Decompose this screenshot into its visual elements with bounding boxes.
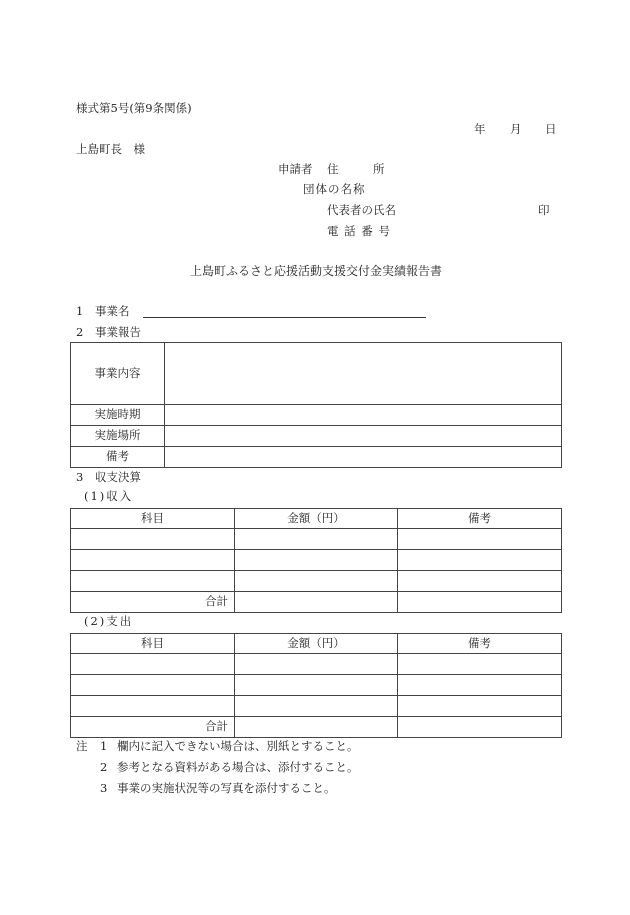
project-report-table — [70, 342, 562, 468]
expense-total-remarks-cell[interactable] — [398, 717, 562, 738]
income-label: (1)収入 — [84, 489, 134, 503]
expense-table — [70, 633, 562, 738]
note-1-number: 1 — [100, 739, 108, 753]
table-row — [71, 675, 562, 696]
income-total-label: 合計 — [71, 592, 235, 613]
period-cell[interactable] — [165, 405, 562, 426]
income-remarks-cell[interactable] — [398, 529, 562, 550]
expense-total-label: 合計 — [71, 717, 235, 738]
table-row — [71, 343, 562, 405]
expense-header-amount: 金額（円） — [235, 634, 398, 654]
seal-mark: 印 — [538, 203, 550, 217]
expense-total-amount-cell[interactable] — [235, 717, 398, 738]
date-month-label: 月 — [510, 122, 522, 136]
row-label-content: 事業内容 — [71, 343, 165, 405]
place-cell[interactable] — [165, 426, 562, 447]
expense-label: (2)支出 — [84, 614, 134, 628]
table-header-row — [71, 509, 562, 529]
phone-label: 電 話 番 号 — [327, 224, 391, 238]
table-header-row — [71, 634, 562, 654]
table-total-row — [71, 592, 562, 613]
row-label-period: 実施時期 — [71, 405, 165, 426]
note-3-text: 事業の実施状況等の写真を添付すること。 — [117, 781, 336, 795]
income-header-amount: 金額（円） — [235, 509, 398, 529]
date-year-label: 年 — [474, 122, 486, 136]
section2-label: 事業報告 — [95, 325, 141, 339]
income-total-amount-cell[interactable] — [235, 592, 398, 613]
table-row — [71, 426, 562, 447]
income-item-cell[interactable] — [71, 529, 235, 550]
content-cell[interactable] — [165, 343, 562, 405]
remarks-cell[interactable] — [165, 447, 562, 468]
table-row — [71, 571, 562, 592]
expense-header-remarks: 備考 — [398, 634, 562, 654]
expense-header-item: 科目 — [71, 634, 235, 654]
table-row — [71, 654, 562, 675]
section2-number: 2 — [76, 325, 84, 339]
row-label-place: 実施場所 — [71, 426, 165, 447]
expense-item-cell[interactable] — [71, 675, 235, 696]
address-label: 住 所 — [327, 162, 385, 176]
table-total-row — [71, 717, 562, 738]
table-row — [71, 447, 562, 468]
income-table — [70, 508, 562, 613]
income-amount-cell[interactable] — [235, 550, 398, 571]
note-2-number: 2 — [100, 760, 108, 774]
income-amount-cell[interactable] — [235, 571, 398, 592]
note-2-text: 参考となる資料がある場合は、添付すること。 — [117, 760, 359, 774]
note-1-text: 欄内に記入できない場合は、別紙とすること。 — [117, 739, 359, 753]
expense-remarks-cell[interactable] — [398, 696, 562, 717]
section1-number: 1 — [76, 304, 84, 318]
expense-item-cell[interactable] — [71, 696, 235, 717]
project-name-underline — [143, 317, 426, 318]
notes-label: 注 — [76, 739, 88, 753]
date-day-label: 日 — [545, 122, 557, 136]
section3-number: 3 — [76, 470, 84, 484]
group-name-label: 団体の名称 — [303, 182, 366, 196]
applicant-label: 申請者 — [278, 162, 313, 176]
expense-amount-cell[interactable] — [235, 675, 398, 696]
section3-label: 収支決算 — [95, 470, 141, 484]
expense-amount-cell[interactable] — [235, 654, 398, 675]
expense-amount-cell[interactable] — [235, 696, 398, 717]
form-number: 様式第5号(第9条関係) — [76, 101, 192, 115]
income-amount-cell[interactable] — [235, 529, 398, 550]
table-row — [71, 529, 562, 550]
row-label-remarks: 備考 — [71, 447, 165, 468]
income-item-cell[interactable] — [71, 550, 235, 571]
income-item-cell[interactable] — [71, 571, 235, 592]
note-3-number: 3 — [100, 781, 108, 795]
addressee: 上島町長 様 — [76, 142, 145, 156]
section1-label: 事業名 — [95, 304, 130, 318]
income-total-remarks-cell[interactable] — [398, 592, 562, 613]
page-title: 上島町ふるさと応援活動支援交付金実績報告書 — [190, 264, 443, 278]
income-remarks-cell[interactable] — [398, 550, 562, 571]
income-remarks-cell[interactable] — [398, 571, 562, 592]
income-header-remarks: 備考 — [398, 509, 562, 529]
table-row — [71, 696, 562, 717]
expense-remarks-cell[interactable] — [398, 654, 562, 675]
expense-remarks-cell[interactable] — [398, 675, 562, 696]
table-row — [71, 405, 562, 426]
representative-label: 代表者の氏名 — [327, 203, 396, 217]
table-row — [71, 550, 562, 571]
expense-item-cell[interactable] — [71, 654, 235, 675]
income-header-item: 科目 — [71, 509, 235, 529]
